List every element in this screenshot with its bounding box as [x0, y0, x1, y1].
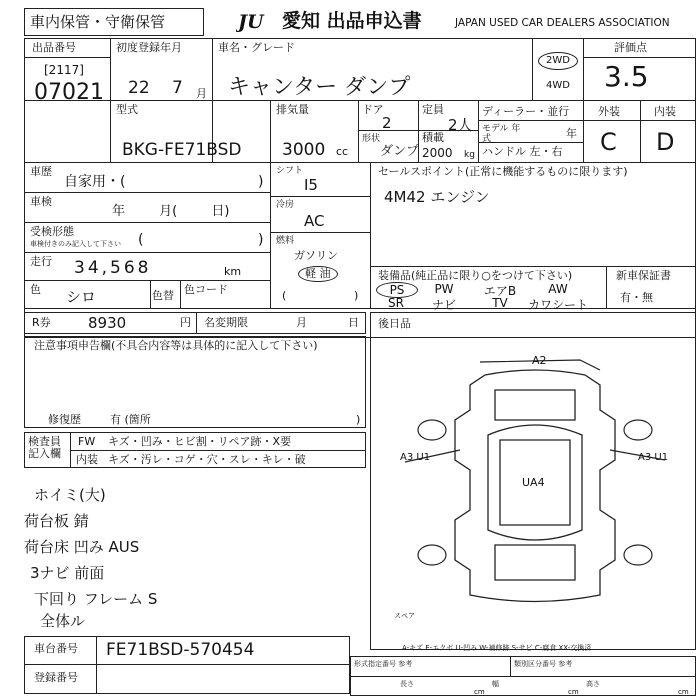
divider: [180, 280, 181, 308]
history-label: 車歴: [30, 165, 52, 178]
shape-value: ダンプ: [380, 144, 420, 159]
note-line: ホイミ(大): [34, 486, 106, 504]
capacity-label: 定員: [422, 103, 444, 116]
repair-label: 修復歴: [48, 413, 81, 426]
chassis-value: FE71BSD-570454: [106, 640, 255, 660]
interior-label: 内装: [654, 105, 676, 118]
form-value: (: [138, 232, 144, 248]
equipment-item: カワシート: [528, 298, 589, 312]
inspection-label: 車検: [30, 195, 52, 208]
handle-label: ハンドル 左・右: [482, 145, 563, 158]
equipment-item: PS: [376, 282, 418, 298]
interior-items: キズ・汚レ・コゲ・穴・スレ・キレ・破: [108, 453, 306, 466]
recycle-label: R券: [32, 316, 51, 329]
equipment-item: TV: [492, 296, 508, 310]
storage-label: 車内保管・守衛保管: [30, 13, 166, 31]
dealer-label: ディーラー・並行: [482, 105, 570, 118]
mileage-label: 走行: [30, 255, 52, 268]
form-title: 愛知 出品申込書: [282, 10, 422, 32]
doors-label: ドア: [362, 103, 384, 116]
fw-label: FW: [78, 435, 96, 448]
divider: [24, 222, 270, 223]
divider: [478, 100, 479, 162]
drive-4wd: 4WD: [546, 80, 570, 91]
damage-legend: A-キズ E-エクボ U-凹み W-補修跡 S-サビ C-腐食 XX-交換済: [402, 644, 592, 652]
equipment-item: PW: [434, 282, 454, 296]
note-line: 荷台板 錆: [24, 512, 89, 530]
year-unit: 年: [566, 127, 577, 140]
history-value: 自家用・(: [64, 174, 126, 190]
name-grade: キャンター ダンプ: [228, 75, 411, 100]
sales-point-label: セールスポイント(正常に機能するものに限ります): [378, 165, 628, 178]
divider: [70, 432, 71, 468]
reg-month: 7: [172, 78, 183, 98]
fuel-diesel: 軽 油: [298, 266, 338, 282]
reg-number-label: 登録番号: [34, 671, 78, 684]
divider: [196, 312, 197, 334]
load-unit: kg: [464, 150, 475, 160]
equipment-item: AW: [548, 282, 568, 296]
reg-year: 22: [128, 78, 150, 98]
mark-ua4: UA4: [522, 476, 545, 489]
form-close: ): [258, 232, 264, 248]
color-label: 色: [30, 283, 41, 296]
aircon-value: AC: [304, 212, 325, 230]
class-ref-label: 類別区分番号 参考: [514, 660, 573, 668]
displacement-label: 排気量: [276, 103, 309, 116]
rear-label: 後日品: [378, 317, 411, 330]
chassis-label: 車台番号: [34, 642, 78, 655]
divider: [24, 280, 270, 281]
shape-label: 形状: [362, 134, 381, 144]
divider: [24, 162, 696, 163]
divider: [583, 57, 696, 58]
color-code-label: 色コード: [184, 283, 228, 296]
divider: [270, 196, 370, 197]
divider: [24, 664, 350, 665]
interior-grade: D: [656, 128, 675, 156]
mileage-value: 34,568: [74, 258, 152, 278]
name-change-label: 名変期限: [204, 316, 248, 329]
name-change-month: 月: [296, 316, 307, 329]
spare-label: スペア: [394, 612, 415, 620]
recycle-value: 8930: [88, 314, 127, 332]
exterior-grade: C: [600, 128, 617, 156]
car-diagram: [400, 350, 670, 620]
shape-ref-label: 形式指定番号 参考: [354, 660, 413, 668]
load-value: 2000: [422, 146, 453, 160]
note-line: 下回り フレーム S: [34, 590, 158, 608]
displacement-value: 3000: [282, 140, 326, 160]
notes-label: 注意事項申告欄(不具合内容等は具体的に記入して下さい): [34, 339, 318, 352]
divider: [24, 252, 270, 253]
month-unit: 月: [196, 87, 207, 100]
equipment-item: エアB: [483, 284, 517, 298]
divider: [370, 266, 696, 267]
model-label: 型式: [116, 103, 138, 116]
height-label: 高さ: [586, 680, 600, 688]
recycle-unit: 円: [180, 316, 191, 329]
exterior-label: 外装: [598, 105, 620, 118]
warranty-value: 有・無: [620, 291, 653, 304]
drive-2wd: 2WD: [538, 52, 578, 70]
length-unit: cm: [474, 688, 485, 696]
fw-items: キズ・凹み・ヒビ割・リペア跡・X要: [108, 435, 292, 448]
lot-small: [2117]: [44, 63, 84, 77]
capacity-value: 2人: [448, 116, 473, 134]
ju-logo: [236, 10, 280, 32]
mark-a2: A2: [532, 354, 547, 367]
lot-number: 07021: [34, 80, 104, 105]
divider: [270, 162, 271, 308]
mileage-unit: km: [224, 265, 242, 278]
shift-value: I5: [304, 176, 318, 194]
form-note: 車検付きのみ記入して下さい: [30, 240, 121, 248]
lot-label: 出品番号: [32, 41, 76, 54]
wheels: [418, 420, 652, 565]
note-line: 3ナビ 前面: [30, 564, 105, 582]
color-value: シロ: [66, 288, 97, 306]
load-label: 積載: [422, 131, 444, 144]
eval-value: 3.5: [604, 60, 649, 93]
repair-close: ): [356, 413, 361, 426]
association-name: JAPAN USED CAR DEALERS ASSOCIATION: [455, 17, 670, 29]
inspector-label: 検査員 記入欄: [28, 435, 61, 460]
divider: [370, 162, 371, 308]
color-change-label: 色替: [152, 289, 174, 302]
interior-note-label: 内装: [76, 453, 98, 466]
fuel-label: 燃料: [276, 236, 295, 246]
repair-value: 有 (箇所: [110, 413, 151, 426]
width-label: 幅: [492, 680, 499, 688]
model-value: BKG-FE71BSD: [122, 140, 242, 160]
equipment-item: ナビ: [431, 298, 456, 312]
divider: [24, 308, 696, 309]
note-line: 全体ル: [40, 612, 86, 630]
doors-value: 2: [382, 114, 392, 132]
divider: [270, 100, 271, 162]
sales-point-value: 4M42 エンジン: [384, 188, 490, 206]
divider: [24, 57, 110, 58]
divider: [96, 636, 97, 694]
mark-a3-left: A3 U1: [400, 452, 431, 463]
divider: [532, 38, 533, 100]
note-line: 荷台床 凹み AUS: [24, 538, 140, 556]
divider: [270, 232, 370, 233]
divider: [70, 450, 366, 451]
aircon-label: 冷房: [276, 200, 295, 210]
fuel-gasoline: ガソリン: [294, 249, 338, 262]
divider: [350, 676, 696, 677]
eval-label: 評価点: [614, 41, 647, 54]
fuel-paren-close: ): [354, 289, 359, 302]
name-change-day: 日: [348, 316, 359, 329]
name-grade-label: 車名・グレード: [218, 41, 295, 54]
mark-a3-right: A3 U1: [638, 452, 669, 463]
equipment-label: 装備品(純正品に限り○をつけて下さい): [378, 269, 573, 282]
divider: [606, 266, 607, 308]
divider: [478, 120, 583, 121]
shift-label: シフト: [276, 166, 304, 176]
fuel-paren: (: [282, 289, 287, 302]
divider: [510, 656, 511, 676]
divider: [110, 38, 111, 162]
displacement-unit: cc: [336, 145, 349, 158]
height-unit: cm: [678, 688, 689, 696]
damage-marks: [405, 360, 665, 462]
history-close: ): [258, 174, 264, 190]
equipment-item: SR: [388, 296, 404, 310]
warranty-label: 新車保証書: [616, 269, 671, 282]
inspection-value: 年 月( 日): [112, 204, 230, 219]
model-year-label: モデル 年式: [482, 124, 521, 144]
divider: [640, 100, 641, 162]
divider: [24, 192, 270, 193]
length-label: 長さ: [400, 680, 414, 688]
width-unit: cm: [568, 688, 579, 696]
recycle-row: [24, 312, 366, 334]
form-label: 受検形態: [30, 225, 74, 238]
ju-logo-text: JU: [238, 11, 264, 32]
first-reg-label: 初度登録年月: [116, 41, 182, 54]
divider: [150, 280, 151, 308]
